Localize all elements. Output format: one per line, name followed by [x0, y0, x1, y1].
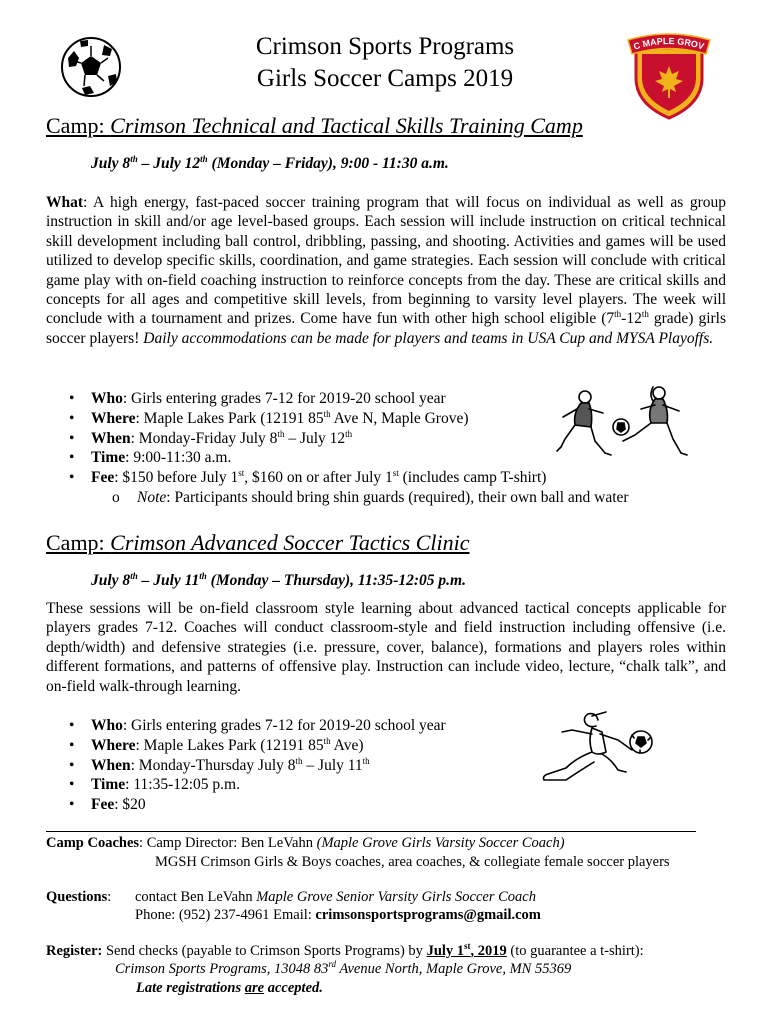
camp-coaches-line-2: MGSH Crimson Girls & Boys coaches, area coaches, & collegiate female soccer players [155, 854, 670, 870]
camp-2-name: Crimson Advanced Soccer Tactics Clinic [110, 530, 470, 555]
logo-text: C MAPLE GROV [632, 35, 706, 52]
camp-1-name: Crimson Technical and Tactical Skills Training Camp [110, 113, 583, 138]
contact-phone-email: Phone: (952) 237-4961 Email: crimsonsportsprograms@gmail.com [135, 907, 541, 923]
camp-2-details [64, 716, 446, 815]
list-item: • Time: 9:00-11:30 a.m. [69, 449, 232, 467]
camp-2-description: These sessions will be on-field classroom style learning about advanced tactical concepts applicable for players grades 7-12. Coaches will conduct classroom-style and field instruction including offensive (i.e. depth/width) and defensive strategies (i.e. pressure, cover, balance), formations and players roles within different formations, and patterns of offensive play. Instruction can include video, lecture, “chalk talk”, and on-field walk-through learning. [46, 600, 726, 695]
title-line-1: Crimson Sports Programs [255, 33, 515, 60]
mailing-address: Crimson Sports Programs, 13048 83rd Avenue North, Maple Grove, MN 55369 [115, 959, 572, 977]
list-item: • Fee: $20 [69, 796, 146, 814]
list-item: • Who: Girls entering grades 7-12 for 2019-20 school year [69, 717, 446, 734]
list-item: • Where: Maple Lakes Park (12191 85th Ave) [69, 735, 364, 754]
late-registration-note: Late registrations are accepted. [136, 980, 323, 996]
list-item: • Fee: $150 before July 1st, $160 on or after July 1st (includes camp T-shirt) [69, 468, 547, 487]
register-line: Register: Send checks (payable to Crimson Sports Programs) by July 1st, 2019 (to guarantee a t-shirt): [46, 941, 644, 959]
camp-coaches: Camp Coaches: Camp Director: Ben LeVahn (Maple Grove Girls Varsity Soccer Coach) [46, 835, 565, 851]
list-item: • When: Monday-Thursday July 8th – July 11th [69, 755, 370, 774]
register-deadline: July 1st, 2019 [426, 941, 507, 959]
list-item: • Where: Maple Lakes Park (12191 85th Ave N, Maple Grove) [69, 408, 469, 427]
kicking-player-illustration [536, 710, 660, 790]
camp-1-dates: July 8th – July 12th (Monday – Friday), 9:00 - 11:30 a.m. [91, 153, 449, 172]
questions-label: Questions: [46, 889, 112, 905]
camp-2-heading: Camp: Crimson Advanced Soccer Tactics Clinic [46, 530, 470, 555]
camp-1-description: What: A high energy, fast-paced soccer training program that will focus on individual as well as group instruction in skill and/or age level-based groups. Each session will include instruction on critical technical skill development including ball control, dribbling, passing, and shooting. Activities and games will be used utilized to develop specific skills, coordination, and game strategies. Each session will conclude with critical game play with on-field coaching instruction to reinforce concepts from the day. These are critical skills and concepts for all ages and competitive skill levels, from beginning to varsity level players. The week will conclude with a tournament and prizes. Come have fun with other high school eligible (7th-12th grade) girls soccer players! Daily accommodations can be made for players and teams in USA Cup and MYSA Playoffs. [46, 194, 727, 347]
list-item: • Who: Girls entering grades 7-12 for 2019-20 school year [69, 390, 446, 407]
fc-maple-grove-logo [622, 26, 716, 120]
list-item: • When: Monday-Friday July 8th – July 12th [69, 428, 353, 447]
camp-1-heading: Camp: Crimson Technical and Tactical Skills Training Camp [46, 113, 583, 138]
email-link[interactable]: crimsonsportsprograms@gmail.com [315, 907, 541, 923]
section-divider [46, 831, 696, 832]
camp-1-note: o Note: Participants should bring shin guards (required), their own ball and water [112, 489, 629, 506]
camp-1-details [64, 389, 546, 488]
soccer-players-illustration [555, 383, 695, 465]
list-item: • Time: 11:35-12:05 p.m. [69, 776, 240, 794]
title-line-2: Girls Soccer Camps 2019 [256, 65, 514, 92]
camp-2-dates: July 8th – July 11th (Monday – Thursday), 11:35-12:05 p.m. [91, 570, 466, 589]
questions-contact: contact Ben LeVahn Maple Grove Senior Varsity Girls Soccer Coach [135, 889, 536, 905]
